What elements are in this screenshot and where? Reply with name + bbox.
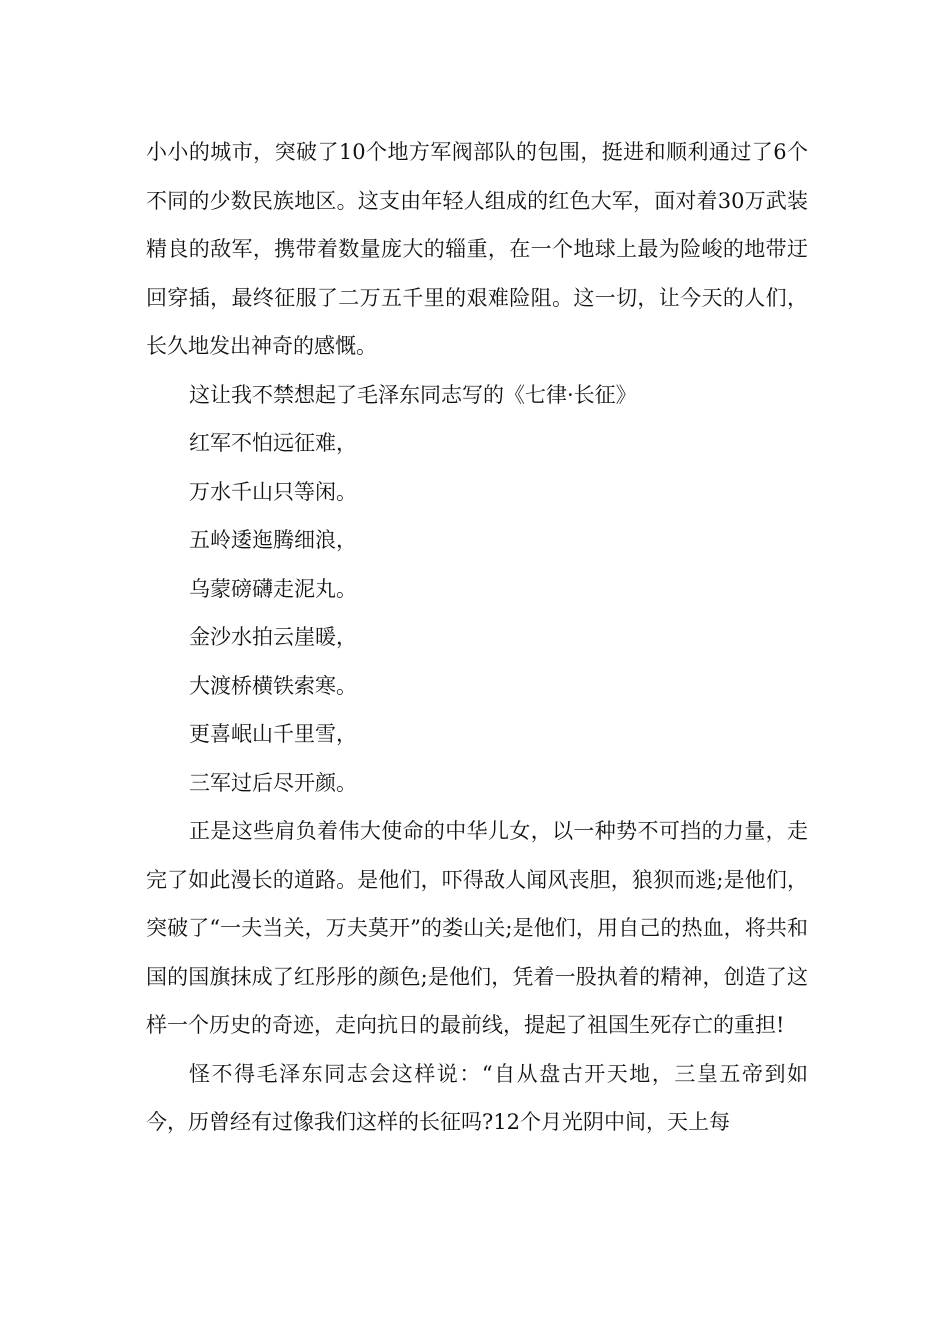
document-body: [146, 128, 808, 1147]
poem-line: 更喜岷山千里雪，: [189, 722, 357, 746]
poem-block: [146, 419, 808, 807]
poem-line: 红军不怕远征难，: [189, 431, 357, 455]
paragraph-continuation: 小小的城市，突破了10个地方军阀部队的包围，挺进和顺利通过了6个不同的少数民族地区。这支由年轻人组成的红色大军，面对着30万武装精良的敌军，携带着数量庞大的辎重，在一个地球上最为险峻的地带迂回穿插，最终征服了二万五千里的艰难险阻。这一切，让今天的人们，长久地发出神奇的感慨。: [146, 140, 808, 358]
paragraph-heroes: 正是这些肩负着伟大使命的中华儿女，以一种势不可挡的力量，走完了如此漫长的道路。是他们，吓得敌人闻风丧胆，狼狈而逃;是他们，突破了“一夫当关，万夫莫开”的娄山关;是他们，用自己的热血，将共和国的国旗抹成了红彤彤的颜色;是他们，凭着一股执着的精神，创造了这样一个历史的奇迹，走向抗日的最前线，提起了祖国生死存亡的重担!: [146, 819, 808, 1037]
poem-line: 万水千山只等闲。: [189, 479, 357, 504]
poem-line: 五岭逶迤腾细浪，: [189, 528, 357, 552]
paragraph-quote: 怪不得毛泽东同志会这样说：“自从盘古开天地，三皇五帝到如今，历曾经有过像我们这样的长征吗?12个月光阴中间，天上每: [146, 1061, 808, 1134]
poem-line: 大渡桥横铁索寒。: [189, 673, 357, 698]
poem-line: 乌蒙磅礴走泥丸。: [189, 576, 357, 601]
paragraph-poem-intro: 这让我不禁想起了毛泽东同志写的《七律·长征》: [189, 382, 637, 407]
poem-line: 三军过后尽开颜。: [189, 770, 357, 795]
poem-line: 金沙水拍云崖暖，: [189, 625, 357, 649]
